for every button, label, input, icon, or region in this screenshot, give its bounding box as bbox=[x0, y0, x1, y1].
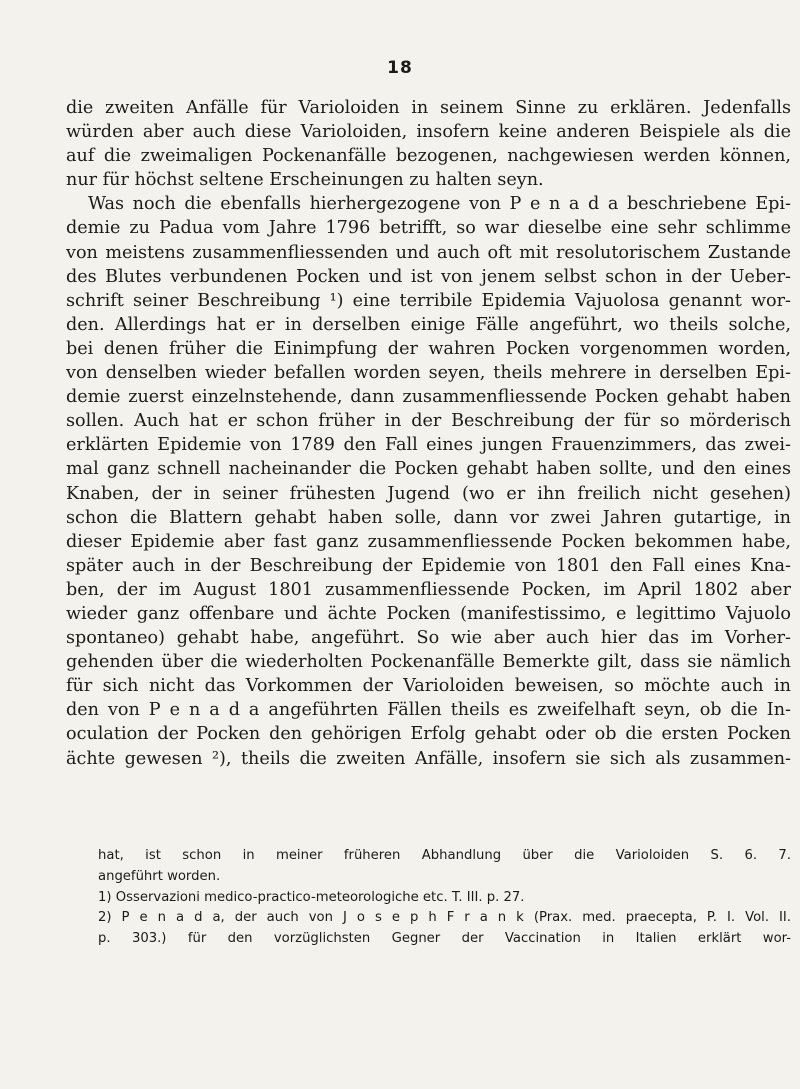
text-line: Was noch die ebenfalls hierhergezogene von P e n a d a beschriebene Epi- bbox=[88, 194, 791, 215]
text-line: demie zu Padua vom Jahre 1796 betrifft, so war dieselbe eine sehr schlimme bbox=[66, 218, 791, 239]
footnote-line: 1) Osservazioni medico-practico-meteorologiche etc. T. III. p. 27. bbox=[98, 889, 525, 905]
text-line: den. Allerdings hat er in derselben einige Fälle angeführt, wo theils solche, bbox=[66, 314, 791, 335]
footnote-line: hat, ist schon in meiner früheren Abhandlung über die Varioloiden S. 6. 7. bbox=[98, 848, 791, 863]
text-line: würden aber auch diese Varioloiden, insofern keine anderen Beispiele als die bbox=[66, 122, 791, 143]
main-text bbox=[66, 96, 791, 771]
text-line: Knaben, der in seiner frühesten Jugend (wo er ihn freilich nicht gesehen) bbox=[66, 483, 791, 504]
text-line: ächte gewesen ²), theils die zweiten Anfälle, insofern sie sich als zusammen- bbox=[66, 748, 791, 769]
text-line: mal ganz schnell nacheinander die Pocken gehabt haben sollte, und den eines bbox=[66, 459, 791, 480]
footnote-line: 2) P e n a d a, der auch von J o s e p h F r a n k (Prax. med. praecepta, P. I. Vol. II. bbox=[98, 910, 791, 926]
text-line: von denselben wieder befallen worden seyen, theils mehrere in derselben Epi- bbox=[66, 363, 791, 384]
text-line: spontaneo) gehabt habe, angeführt. So wie aber auch hier das im Vorher- bbox=[66, 628, 791, 649]
text-line: gehenden über die wiederholten Pockenanfälle Bemerkte gilt, dass sie nämlich bbox=[66, 652, 791, 673]
text-line: auf die zweimaligen Pockenanfälle bezogenen, nachgewiesen werden können, bbox=[66, 146, 791, 167]
text-line: den von P e n a d a angeführten Fällen theils es zweifelhaft seyn, ob die In- bbox=[66, 700, 791, 721]
footnote-line: p. 303.) für den vorzüglichsten Gegner der Vaccination in Italien erklärt wor- bbox=[98, 931, 791, 947]
text-line: des Blutes verbundenen Pocken und ist von jenem selbst schon in der Ueber- bbox=[66, 266, 791, 287]
text-line: schrift seiner Beschreibung ¹) eine terribile Epidemia Vajuolosa genannt wor- bbox=[66, 290, 791, 311]
text-line: sollen. Auch hat er schon früher in der Beschreibung der für so mörderisch bbox=[66, 411, 791, 432]
text-line: ben, der im August 1801 zusammenfliessende Pocken, im April 1802 aber bbox=[66, 579, 791, 600]
text-line: oculation der Pocken den gehörigen Erfolg gehabt oder ob die ersten Pocken bbox=[66, 724, 791, 745]
text-line: von meistens zusammenfliessenden und auch oft mit resolutorischem Zustande bbox=[66, 242, 791, 263]
text-line: dieser Epidemie aber fast ganz zusammenfliessende Pocken bekommen habe, bbox=[66, 531, 791, 552]
text-line: die zweiten Anfälle für Varioloiden in seinem Sinne zu erklären. Jedenfalls bbox=[66, 98, 791, 118]
text-line: schon die Blattern gehabt haben solle, dann vor zwei Jahren gutartige, in bbox=[66, 507, 791, 528]
text-line: für sich nicht das Vorkommen der Varioloiden beweisen, so möchte auch in bbox=[66, 676, 791, 697]
text-line: nur für höchst seltene Erscheinungen zu halten seyn. bbox=[66, 170, 544, 191]
text-line: bei denen früher die Einimpfung der wahren Pocken vorgenommen worden, bbox=[66, 338, 791, 359]
text-line: später auch in der Beschreibung der Epidemie von 1801 den Fall eines Kna- bbox=[66, 555, 791, 576]
text-line: demie zuerst einzelnstehende, dann zusammenfliessende Pocken gehabt haben bbox=[66, 387, 791, 408]
footnote-line: angeführt worden. bbox=[98, 868, 221, 884]
text-line: wieder ganz offenbare und ächte Pocken (manifestissimo, e legittimo Vajuolo bbox=[66, 603, 791, 624]
page-number: 18 bbox=[387, 58, 413, 78]
footnotes bbox=[98, 846, 791, 950]
text-line: erklärten Epidemie von 1789 den Fall eines jungen Frauenzimmers, das zwei- bbox=[66, 435, 791, 456]
